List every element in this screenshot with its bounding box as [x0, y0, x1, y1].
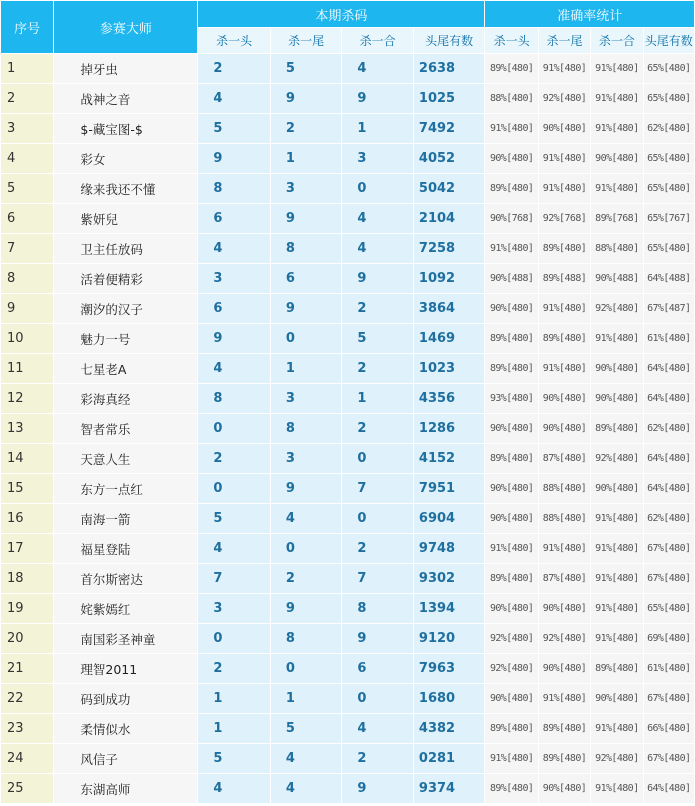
row-kill-tail: 8	[271, 624, 342, 653]
row-kill-sum: 9	[342, 84, 413, 113]
row-acc-head: 88%[480]	[485, 84, 537, 113]
table-row	[1, 354, 694, 383]
row-kill-sum: 9	[342, 774, 413, 803]
row-acc-head: 90%[480]	[485, 294, 537, 323]
row-acc-tail: 89%[480]	[539, 324, 590, 353]
row-acc-head: 89%[480]	[485, 444, 537, 473]
row-master-name: 战神之音	[54, 84, 197, 113]
row-kill-sum: 0	[342, 684, 413, 713]
header-kill-tail: 杀一尾	[271, 28, 342, 53]
row-kill-head: 8	[198, 384, 270, 413]
row-seq: 22	[1, 684, 53, 713]
row-seq: 24	[1, 744, 53, 773]
row-master-name: 天意人生	[54, 444, 197, 473]
row-master-name: 东湖高师	[54, 774, 197, 803]
row-master-name: 彩女	[54, 144, 197, 173]
row-acc-tail: 91%[480]	[539, 54, 590, 83]
row-kill-head: 0	[198, 474, 270, 503]
row-acc-head: 90%[480]	[485, 594, 537, 623]
row-head-tail-count: 1286	[414, 414, 485, 443]
row-kill-sum: 9	[342, 264, 413, 293]
header-acc-head: 杀一头	[485, 28, 537, 53]
row-acc-tail: 90%[480]	[539, 414, 590, 443]
row-kill-sum: 0	[342, 174, 413, 203]
row-kill-head: 6	[198, 204, 270, 233]
row-acc-head: 91%[480]	[485, 534, 537, 563]
row-acc-count: 62%[480]	[644, 504, 694, 533]
row-kill-head: 8	[198, 174, 270, 203]
row-kill-head: 4	[198, 774, 270, 803]
row-acc-sum: 91%[480]	[591, 564, 642, 593]
row-kill-tail: 1	[271, 354, 342, 383]
row-acc-sum: 91%[480]	[591, 624, 642, 653]
row-kill-tail: 4	[271, 504, 342, 533]
row-kill-tail: 9	[271, 594, 342, 623]
table-row	[1, 444, 694, 473]
row-kill-head: 2	[198, 54, 270, 83]
row-kill-tail: 6	[271, 264, 342, 293]
row-acc-head: 92%[480]	[485, 654, 537, 683]
row-acc-head: 89%[480]	[485, 354, 537, 383]
row-acc-head: 90%[768]	[485, 204, 537, 233]
row-acc-count: 65%[480]	[644, 84, 694, 113]
row-master-name: 紫妍兒	[54, 204, 197, 233]
row-acc-sum: 91%[480]	[591, 774, 642, 803]
row-acc-head: 89%[480]	[485, 174, 537, 203]
row-seq: 20	[1, 624, 53, 653]
row-acc-count: 65%[480]	[644, 234, 694, 263]
row-seq: 2	[1, 84, 53, 113]
table-row	[1, 144, 694, 173]
row-head-tail-count: 9374	[414, 774, 485, 803]
row-head-tail-count: 2104	[414, 204, 485, 233]
row-seq: 16	[1, 504, 53, 533]
row-seq: 15	[1, 474, 53, 503]
row-acc-count: 65%[480]	[644, 54, 694, 83]
row-acc-tail: 90%[480]	[539, 114, 590, 143]
row-acc-count: 61%[480]	[644, 324, 694, 353]
row-kill-sum: 1	[342, 384, 413, 413]
row-kill-tail: 8	[271, 234, 342, 263]
row-head-tail-count: 1680	[414, 684, 485, 713]
row-head-tail-count: 9302	[414, 564, 485, 593]
row-acc-sum: 91%[480]	[591, 504, 642, 533]
row-acc-count: 64%[480]	[644, 384, 694, 413]
row-acc-count: 64%[480]	[644, 444, 694, 473]
header-acc-count: 头尾有数	[644, 28, 694, 53]
row-acc-head: 90%[480]	[485, 144, 537, 173]
row-acc-sum: 91%[480]	[591, 114, 642, 143]
table-row	[1, 654, 694, 683]
row-acc-sum: 90%[480]	[591, 354, 642, 383]
row-master-name: 东方一点红	[54, 474, 197, 503]
row-seq: 19	[1, 594, 53, 623]
header-kill-sum: 杀一合	[342, 28, 413, 53]
row-seq: 13	[1, 414, 53, 443]
table-row	[1, 534, 694, 563]
row-master-name: 姹紫嫣红	[54, 594, 197, 623]
row-kill-tail: 5	[271, 54, 342, 83]
row-head-tail-count: 7951	[414, 474, 485, 503]
row-kill-sum: 8	[342, 594, 413, 623]
row-kill-tail: 3	[271, 384, 342, 413]
row-acc-head: 90%[480]	[485, 684, 537, 713]
table-row	[1, 264, 694, 293]
row-kill-sum: 2	[342, 294, 413, 323]
row-kill-tail: 9	[271, 294, 342, 323]
row-master-name: 柔情似水	[54, 714, 197, 743]
row-acc-sum: 90%[488]	[591, 264, 642, 293]
row-head-tail-count: 1469	[414, 324, 485, 353]
row-seq: 11	[1, 354, 53, 383]
row-kill-sum: 7	[342, 474, 413, 503]
row-acc-head: 89%[480]	[485, 714, 537, 743]
row-acc-head: 92%[480]	[485, 624, 537, 653]
table-row	[1, 714, 694, 743]
row-acc-count: 67%[487]	[644, 294, 694, 323]
row-kill-tail: 4	[271, 774, 342, 803]
header-accuracy-group: 准确率统计	[485, 1, 694, 27]
row-acc-tail: 91%[480]	[539, 294, 590, 323]
row-head-tail-count: 1092	[414, 264, 485, 293]
table-row	[1, 54, 694, 83]
table-row	[1, 294, 694, 323]
row-kill-tail: 8	[271, 414, 342, 443]
row-kill-sum: 5	[342, 324, 413, 353]
row-kill-head: 2	[198, 654, 270, 683]
row-kill-tail: 3	[271, 174, 342, 203]
row-kill-head: 2	[198, 444, 270, 473]
row-kill-head: 3	[198, 264, 270, 293]
row-acc-sum: 92%[480]	[591, 744, 642, 773]
row-kill-sum: 4	[342, 714, 413, 743]
row-head-tail-count: 1025	[414, 84, 485, 113]
row-kill-tail: 1	[271, 144, 342, 173]
row-master-name: 南海一箭	[54, 504, 197, 533]
row-master-name: $-藏宝图-$	[54, 114, 197, 143]
header-head-tail-count: 头尾有数	[414, 28, 485, 53]
row-master-name: 七星老A	[54, 354, 197, 383]
row-acc-sum: 91%[480]	[591, 714, 642, 743]
row-kill-sum: 0	[342, 444, 413, 473]
table-row	[1, 84, 694, 113]
row-kill-head: 9	[198, 144, 270, 173]
row-acc-sum: 89%[768]	[591, 204, 642, 233]
row-acc-tail: 89%[480]	[539, 744, 590, 773]
row-kill-sum: 2	[342, 534, 413, 563]
header-acc-sum: 杀一合	[591, 28, 642, 53]
row-master-name: 彩海真经	[54, 384, 197, 413]
row-master-name: 魅力一号	[54, 324, 197, 353]
row-master-name: 理智2011	[54, 654, 197, 683]
row-seq: 9	[1, 294, 53, 323]
row-kill-tail: 0	[271, 534, 342, 563]
row-acc-head: 91%[480]	[485, 744, 537, 773]
row-kill-tail: 2	[271, 564, 342, 593]
row-acc-tail: 90%[480]	[539, 774, 590, 803]
row-acc-sum: 91%[480]	[591, 594, 642, 623]
row-master-name: 活着便精彩	[54, 264, 197, 293]
header-kill-head: 杀一头	[198, 28, 270, 53]
row-acc-tail: 91%[480]	[539, 534, 590, 563]
row-acc-sum: 92%[480]	[591, 294, 642, 323]
row-seq: 25	[1, 774, 53, 803]
row-acc-head: 91%[480]	[485, 234, 537, 263]
row-kill-head: 1	[198, 714, 270, 743]
row-acc-sum: 90%[480]	[591, 684, 642, 713]
row-seq: 12	[1, 384, 53, 413]
row-acc-count: 65%[480]	[644, 594, 694, 623]
row-master-name: 掉牙虫	[54, 54, 197, 83]
row-head-tail-count: 4382	[414, 714, 485, 743]
row-acc-tail: 92%[480]	[539, 84, 590, 113]
row-acc-count: 61%[480]	[644, 654, 694, 683]
table-row	[1, 234, 694, 263]
row-kill-head: 0	[198, 414, 270, 443]
row-acc-sum: 90%[480]	[591, 384, 642, 413]
table-row	[1, 174, 694, 203]
table-row	[1, 414, 694, 443]
row-kill-head: 3	[198, 594, 270, 623]
row-seq: 10	[1, 324, 53, 353]
table-row	[1, 744, 694, 773]
row-head-tail-count: 2638	[414, 54, 485, 83]
row-acc-count: 65%[767]	[644, 204, 694, 233]
row-acc-count: 67%[480]	[644, 744, 694, 773]
row-acc-sum: 89%[480]	[591, 414, 642, 443]
row-acc-head: 90%[488]	[485, 264, 537, 293]
table-row	[1, 324, 694, 353]
row-seq: 17	[1, 534, 53, 563]
row-acc-head: 89%[480]	[485, 774, 537, 803]
header-current-kill-group: 本期杀码	[198, 1, 484, 27]
row-acc-count: 62%[480]	[644, 114, 694, 143]
row-acc-tail: 90%[480]	[539, 384, 590, 413]
row-kill-sum: 1	[342, 114, 413, 143]
row-head-tail-count: 1394	[414, 594, 485, 623]
row-acc-count: 66%[480]	[644, 714, 694, 743]
row-head-tail-count: 6904	[414, 504, 485, 533]
row-acc-head: 89%[480]	[485, 324, 537, 353]
row-acc-count: 65%[480]	[644, 144, 694, 173]
row-acc-tail: 88%[480]	[539, 504, 590, 533]
row-kill-sum: 2	[342, 354, 413, 383]
row-seq: 5	[1, 174, 53, 203]
row-kill-tail: 9	[271, 474, 342, 503]
row-kill-sum: 7	[342, 564, 413, 593]
table-row	[1, 204, 694, 233]
row-kill-tail: 3	[271, 444, 342, 473]
row-master-name: 风信子	[54, 744, 197, 773]
row-acc-count: 67%[480]	[644, 684, 694, 713]
row-acc-count: 65%[480]	[644, 174, 694, 203]
row-acc-sum: 91%[480]	[591, 54, 642, 83]
row-head-tail-count: 4152	[414, 444, 485, 473]
row-head-tail-count: 9748	[414, 534, 485, 563]
row-head-tail-count: 5042	[414, 174, 485, 203]
row-acc-tail: 92%[768]	[539, 204, 590, 233]
row-acc-sum: 91%[480]	[591, 324, 642, 353]
row-acc-tail: 91%[480]	[539, 144, 590, 173]
row-kill-head: 6	[198, 294, 270, 323]
table-row	[1, 684, 694, 713]
row-master-name: 南国彩圣神童	[54, 624, 197, 653]
row-acc-tail: 90%[480]	[539, 654, 590, 683]
row-master-name: 智者常乐	[54, 414, 197, 443]
table-row	[1, 504, 694, 533]
row-seq: 4	[1, 144, 53, 173]
row-kill-head: 1	[198, 684, 270, 713]
table-row	[1, 594, 694, 623]
row-kill-head: 7	[198, 564, 270, 593]
row-acc-tail: 91%[480]	[539, 684, 590, 713]
row-acc-head: 89%[480]	[485, 564, 537, 593]
row-acc-head: 90%[480]	[485, 414, 537, 443]
row-master-name: 首尔斯密达	[54, 564, 197, 593]
row-seq: 18	[1, 564, 53, 593]
row-acc-count: 64%[480]	[644, 354, 694, 383]
row-acc-count: 67%[480]	[644, 564, 694, 593]
row-acc-head: 90%[480]	[485, 474, 537, 503]
row-head-tail-count: 0281	[414, 744, 485, 773]
row-head-tail-count: 4052	[414, 144, 485, 173]
row-seq: 14	[1, 444, 53, 473]
row-acc-count: 64%[488]	[644, 264, 694, 293]
row-seq: 3	[1, 114, 53, 143]
row-kill-head: 5	[198, 114, 270, 143]
row-acc-sum: 90%[480]	[591, 144, 642, 173]
row-acc-count: 62%[480]	[644, 414, 694, 443]
table-row	[1, 474, 694, 503]
row-acc-tail: 92%[480]	[539, 624, 590, 653]
row-kill-sum: 4	[342, 234, 413, 263]
table-row	[1, 774, 694, 803]
row-seq: 7	[1, 234, 53, 263]
row-kill-sum: 4	[342, 54, 413, 83]
row-head-tail-count: 7492	[414, 114, 485, 143]
row-head-tail-count: 7963	[414, 654, 485, 683]
table-row	[1, 384, 694, 413]
row-acc-tail: 87%[480]	[539, 444, 590, 473]
row-master-name: 卫主任放码	[54, 234, 197, 263]
row-kill-sum: 2	[342, 744, 413, 773]
row-kill-head: 0	[198, 624, 270, 653]
row-head-tail-count: 3864	[414, 294, 485, 323]
row-seq: 21	[1, 654, 53, 683]
row-acc-head: 91%[480]	[485, 114, 537, 143]
row-head-tail-count: 4356	[414, 384, 485, 413]
row-acc-sum: 92%[480]	[591, 444, 642, 473]
row-kill-head: 9	[198, 324, 270, 353]
header-seq: 序号	[1, 1, 53, 53]
row-head-tail-count: 1023	[414, 354, 485, 383]
row-kill-sum: 3	[342, 144, 413, 173]
row-master-name: 码到成功	[54, 684, 197, 713]
row-kill-tail: 1	[271, 684, 342, 713]
row-acc-head: 90%[480]	[485, 504, 537, 533]
row-kill-head: 4	[198, 84, 270, 113]
row-acc-count: 69%[480]	[644, 624, 694, 653]
row-kill-tail: 5	[271, 714, 342, 743]
row-kill-sum: 4	[342, 204, 413, 233]
row-kill-head: 5	[198, 744, 270, 773]
row-kill-tail: 9	[271, 204, 342, 233]
row-acc-sum: 89%[480]	[591, 654, 642, 683]
row-master-name: 潮汐的汉子	[54, 294, 197, 323]
row-acc-head: 93%[480]	[485, 384, 537, 413]
row-kill-head: 5	[198, 504, 270, 533]
row-seq: 1	[1, 54, 53, 83]
row-seq: 6	[1, 204, 53, 233]
row-seq: 23	[1, 714, 53, 743]
row-acc-tail: 88%[480]	[539, 474, 590, 503]
row-acc-tail: 89%[488]	[539, 264, 590, 293]
row-kill-tail: 4	[271, 744, 342, 773]
row-kill-head: 4	[198, 354, 270, 383]
row-acc-sum: 91%[480]	[591, 534, 642, 563]
row-master-name: 福星登陆	[54, 534, 197, 563]
row-head-tail-count: 9120	[414, 624, 485, 653]
row-acc-count: 64%[480]	[644, 474, 694, 503]
row-acc-sum: 91%[480]	[591, 84, 642, 113]
row-kill-sum: 2	[342, 414, 413, 443]
row-kill-sum: 9	[342, 624, 413, 653]
table-row	[1, 114, 694, 143]
row-acc-tail: 91%[480]	[539, 174, 590, 203]
row-kill-head: 4	[198, 534, 270, 563]
row-acc-count: 64%[480]	[644, 774, 694, 803]
row-acc-sum: 91%[480]	[591, 174, 642, 203]
row-acc-sum: 90%[480]	[591, 474, 642, 503]
row-acc-tail: 91%[480]	[539, 354, 590, 383]
row-kill-sum: 6	[342, 654, 413, 683]
table-row	[1, 624, 694, 653]
row-kill-tail: 2	[271, 114, 342, 143]
row-master-name: 缘来我还不懂	[54, 174, 197, 203]
row-kill-sum: 0	[342, 504, 413, 533]
row-acc-sum: 88%[480]	[591, 234, 642, 263]
row-kill-head: 4	[198, 234, 270, 263]
header-acc-tail: 杀一尾	[539, 28, 590, 53]
row-kill-tail: 9	[271, 84, 342, 113]
row-acc-count: 67%[480]	[644, 534, 694, 563]
row-acc-tail: 89%[480]	[539, 714, 590, 743]
row-head-tail-count: 7258	[414, 234, 485, 263]
row-acc-head: 89%[480]	[485, 54, 537, 83]
row-kill-tail: 0	[271, 324, 342, 353]
row-acc-tail: 87%[480]	[539, 564, 590, 593]
header-master: 参赛大师	[54, 1, 197, 53]
row-kill-tail: 0	[271, 654, 342, 683]
row-seq: 8	[1, 264, 53, 293]
table-row	[1, 564, 694, 593]
row-acc-tail: 89%[480]	[539, 234, 590, 263]
row-acc-tail: 90%[480]	[539, 594, 590, 623]
